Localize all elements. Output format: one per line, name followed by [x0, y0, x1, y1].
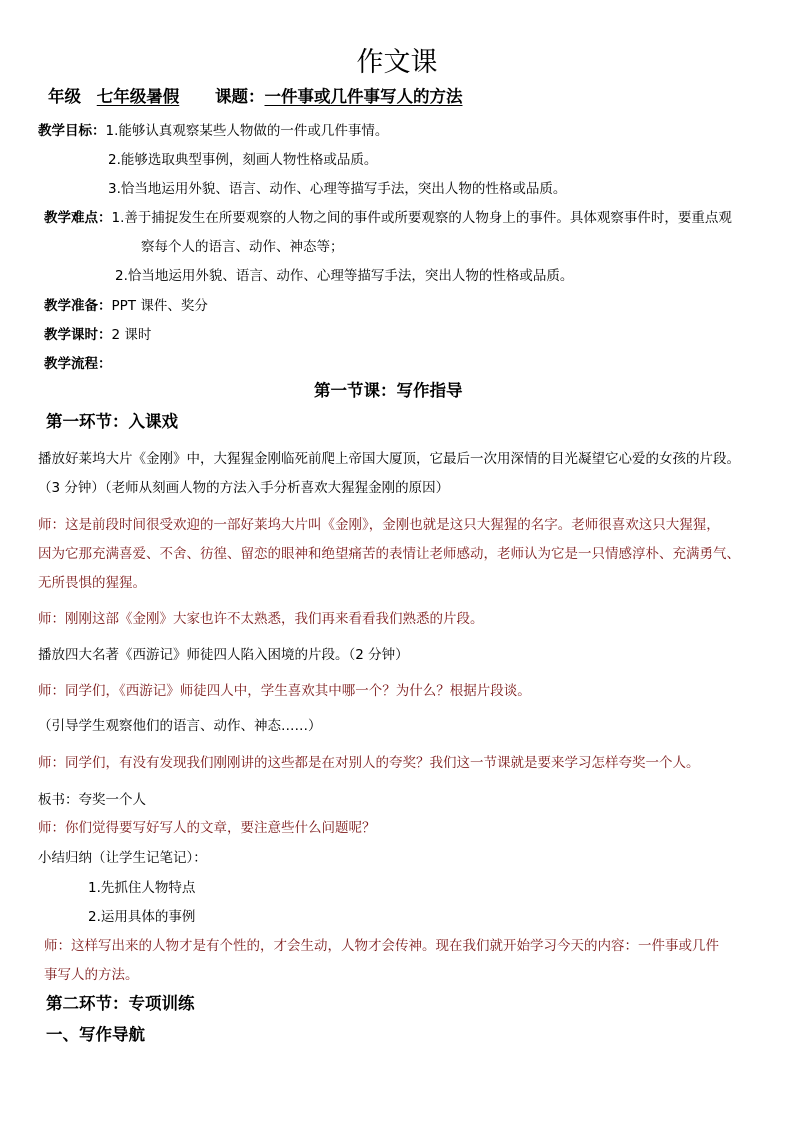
paragraph-line: 播放四大名著《西游记》师徒四人陷入困境的片段。（2 分钟） [38, 647, 409, 663]
prep-line [44, 294, 208, 314]
teacher-line: 师：同学们，有没有发现我们刚刚讲的这些都是在对别人的夸奖？我们这一节课就是要来学习怎样夸奖一个人。 [38, 755, 700, 771]
flow-label: 教学流程： [44, 356, 112, 372]
difficulties-label: 教学难点： [44, 210, 112, 226]
grade-label: 年级 [48, 87, 81, 106]
teacher-line: 师：刚刚这部《金刚》大家也许不太熟悉，我们再来看看我们熟悉的片段。 [38, 611, 484, 627]
teacher-line: 师：这样写出来的人物才是有个性的，才会生动，人物才会传神。现在我们就开始学习今天的内容：一件事或几件 [44, 938, 719, 954]
prep-label: 教学准备： [44, 298, 112, 314]
difficulty-item: 1.善于捕捉发生在所要观察的人物之间的事件或所要观察的人物身上的事件。具体观察事件时，要重点观 [111, 210, 732, 226]
teacher-line: 师：这是前段时间很受欢迎的一部好莱坞大片叫《金刚》，金刚也就是这只大猩猩的名字。老师很喜欢这只大猩猩， [38, 517, 720, 533]
board-note: 板书：夸奖一个人 [38, 792, 146, 808]
paragraph-line: （3 分钟）（老师从刻画人物的方法入手分析喜欢大猩猩金刚的原因） [38, 480, 450, 496]
objectives-label: 教学目标： [38, 123, 106, 139]
topic-label: 课题： [215, 87, 265, 106]
objective-item: 2.能够选取典型事例，刻画人物性格或品质。 [108, 152, 378, 168]
hours-label: 教学课时： [44, 327, 112, 343]
paragraph-line: 播放好莱坞大片《金刚》中，大猩猩金刚临死前爬上帝国大厦顶，它最后一次用深情的目光凝望它心爱的女孩的片段。 [38, 451, 740, 467]
paragraph-line: （引导学生观察他们的语言、动作、神态……） [38, 718, 322, 734]
hours-line [44, 323, 151, 343]
difficulty-item: 2.恰当地运用外貌、语言、动作、心理等描写手法，突出人物的性格或品质。 [115, 268, 574, 284]
topic-value: 一件事或几件事写人的方法 [264, 87, 463, 106]
page-title: 作文课 [356, 47, 438, 78]
section1-title: 第一环节：入课戏 [46, 412, 178, 431]
difficulties-line-1 [44, 206, 732, 226]
teacher-line: 事写人的方法。 [44, 967, 139, 983]
objective-item: 3.恰当地运用外貌、语言、动作、心理等描写手法，突出人物的性格或品质。 [108, 181, 567, 197]
subsection1-title: 一、写作导航 [46, 1025, 145, 1044]
teacher-line: 师：你们觉得要写好写人的文章，要注意些什么问题呢？ [38, 820, 376, 836]
section2-title: 第二环节：专项训练 [46, 994, 195, 1013]
header-row [48, 83, 463, 107]
teacher-line: 师：同学们，《西游记》师徒四人中，学生喜欢其中哪一个？为什么？根据片段谈。 [38, 683, 531, 699]
teacher-line: 无所畏惧的猩猩。 [38, 575, 146, 591]
difficulty-item-cont: 察每个人的语言、动作、神态等； [141, 239, 344, 255]
prep-value: PPT 课件、奖分 [111, 298, 208, 314]
grade-value: 七年级暑假 [96, 87, 180, 106]
summary-item: 1.先抓住人物特点 [88, 880, 196, 896]
summary-label: 小结归纳（让学生记笔记）： [38, 850, 207, 866]
lesson1-title: 第一节课：写作指导 [314, 381, 463, 400]
objectives-line-1 [38, 119, 388, 139]
objective-item: 1.能够认真观察某些人物做的一件或几件事情。 [105, 123, 389, 139]
summary-item: 2.运用具体的事例 [88, 909, 196, 925]
teacher-line: 因为它那充满喜爱、不舍、彷徨、留恋的眼神和绝望痛苦的表情让老师感动，老师认为它是一只情感淳朴、充满勇气、 [38, 546, 740, 562]
hours-value: 2 课时 [111, 327, 152, 343]
